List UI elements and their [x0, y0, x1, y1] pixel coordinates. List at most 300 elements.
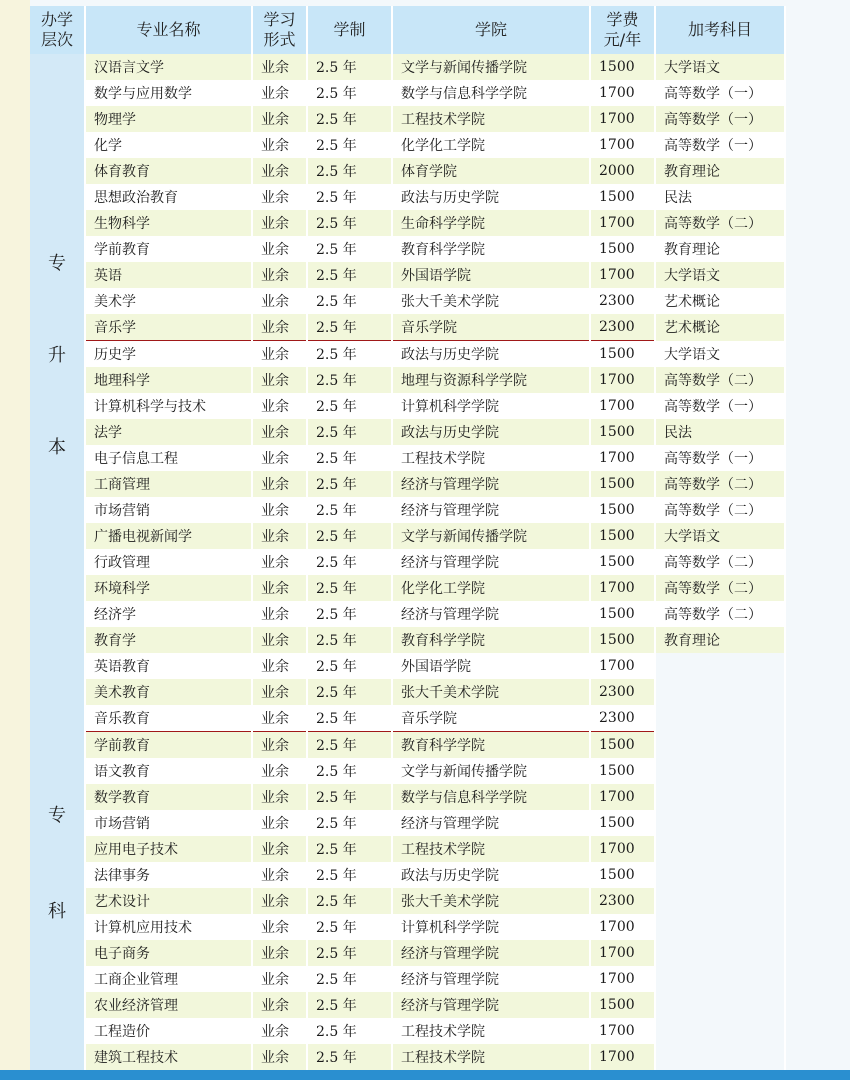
college: 政法与历史学院 — [392, 184, 590, 210]
header-duration — [307, 6, 392, 54]
extra-exam — [655, 862, 785, 888]
table-row — [30, 1018, 785, 1044]
tuition: 1500 — [590, 523, 655, 549]
study-form: 业余 — [252, 653, 307, 679]
tuition: 1700 — [590, 966, 655, 992]
college: 工程技术学院 — [392, 445, 590, 471]
extra-exam — [655, 784, 785, 810]
extra-exam: 高等数学（一） — [655, 445, 785, 471]
tuition: 1500 — [590, 549, 655, 575]
duration: 2.5 年 — [307, 1044, 392, 1070]
header-college — [392, 6, 590, 54]
major-name: 学前教育 — [85, 732, 252, 759]
tuition: 1500 — [590, 758, 655, 784]
tuition: 1700 — [590, 367, 655, 393]
tuition: 1500 — [590, 471, 655, 497]
table-row — [30, 393, 785, 419]
major-name: 法律事务 — [85, 862, 252, 888]
tuition: 1500 — [590, 601, 655, 627]
major-name: 艺术设计 — [85, 888, 252, 914]
tuition: 1700 — [590, 210, 655, 236]
table-row — [30, 341, 785, 368]
duration: 2.5 年 — [307, 627, 392, 653]
college: 经济与管理学院 — [392, 497, 590, 523]
study-form: 业余 — [252, 184, 307, 210]
header-text: 层次 — [40, 30, 73, 49]
table-row — [30, 158, 785, 184]
duration: 2.5 年 — [307, 705, 392, 732]
duration: 2.5 年 — [307, 784, 392, 810]
duration: 2.5 年 — [307, 575, 392, 601]
major-name: 工商管理 — [85, 471, 252, 497]
college: 化学化工学院 — [392, 575, 590, 601]
study-form: 业余 — [252, 341, 307, 368]
header-text: 学习 — [263, 10, 296, 29]
major-name: 英语教育 — [85, 653, 252, 679]
table-row — [30, 810, 785, 836]
tuition: 1500 — [590, 184, 655, 210]
tuition: 1500 — [590, 341, 655, 368]
college: 生命科学学院 — [392, 210, 590, 236]
college: 数学与信息科学学院 — [392, 80, 590, 106]
study-form: 业余 — [252, 549, 307, 575]
tuition: 1700 — [590, 575, 655, 601]
tuition: 1500 — [590, 862, 655, 888]
study-form: 业余 — [252, 705, 307, 732]
major-name: 建筑工程技术 — [85, 1044, 252, 1070]
major-name: 历史学 — [85, 341, 252, 368]
extra-exam — [655, 810, 785, 836]
header-text: 专业名称 — [136, 20, 201, 39]
major-name: 工程造价 — [85, 1018, 252, 1044]
table-row — [30, 966, 785, 992]
extra-exam: 教育理论 — [655, 236, 785, 262]
tuition: 1500 — [590, 419, 655, 445]
extra-exam — [655, 653, 785, 679]
table-row — [30, 888, 785, 914]
major-name: 化学 — [85, 132, 252, 158]
table-row — [30, 914, 785, 940]
college: 工程技术学院 — [392, 1044, 590, 1070]
study-form: 业余 — [252, 627, 307, 653]
study-form: 业余 — [252, 732, 307, 759]
tuition: 2300 — [590, 705, 655, 732]
extra-exam: 大学语文 — [655, 341, 785, 368]
study-form: 业余 — [252, 367, 307, 393]
study-form: 业余 — [252, 575, 307, 601]
extra-exam: 高等数学（一） — [655, 80, 785, 106]
major-name: 生物科学 — [85, 210, 252, 236]
header-major — [85, 6, 252, 54]
extra-exam: 大学语文 — [655, 523, 785, 549]
study-form: 业余 — [252, 132, 307, 158]
study-form: 业余 — [252, 888, 307, 914]
extra-exam: 教育理论 — [655, 158, 785, 184]
college: 外国语学院 — [392, 653, 590, 679]
tuition: 1700 — [590, 784, 655, 810]
college: 工程技术学院 — [392, 1018, 590, 1044]
study-form: 业余 — [252, 262, 307, 288]
tuition: 1500 — [590, 810, 655, 836]
college: 经济与管理学院 — [392, 966, 590, 992]
level-cell-upgrade — [30, 54, 85, 653]
table-row — [30, 862, 785, 888]
duration: 2.5 年 — [307, 288, 392, 314]
duration: 2.5 年 — [307, 471, 392, 497]
header-text: 形式 — [263, 30, 296, 49]
major-name: 电子信息工程 — [85, 445, 252, 471]
major-name: 汉语言文学 — [85, 54, 252, 80]
duration: 2.5 年 — [307, 888, 392, 914]
table-row — [30, 1044, 785, 1070]
study-form: 业余 — [252, 445, 307, 471]
extra-exam — [655, 1044, 785, 1070]
header-text: 加考科目 — [687, 20, 752, 39]
major-name: 音乐学 — [85, 314, 252, 341]
major-name: 教育学 — [85, 627, 252, 653]
duration: 2.5 年 — [307, 262, 392, 288]
table-row — [30, 705, 785, 732]
table-row — [30, 54, 785, 80]
college: 经济与管理学院 — [392, 471, 590, 497]
table-row — [30, 184, 785, 210]
duration: 2.5 年 — [307, 419, 392, 445]
college: 外国语学院 — [392, 262, 590, 288]
tuition: 1700 — [590, 132, 655, 158]
college: 文学与新闻传播学院 — [392, 523, 590, 549]
college: 经济与管理学院 — [392, 549, 590, 575]
table-row — [30, 836, 785, 862]
table-row — [30, 549, 785, 575]
table-row — [30, 679, 785, 705]
extra-exam: 高等数学（二） — [655, 575, 785, 601]
table-row — [30, 601, 785, 627]
level-char: 升 — [48, 344, 66, 366]
level-cell-junior-college — [30, 653, 85, 1070]
college: 体育学院 — [392, 158, 590, 184]
extra-exam: 高等数学（二） — [655, 367, 785, 393]
duration: 2.5 年 — [307, 132, 392, 158]
duration: 2.5 年 — [307, 314, 392, 341]
table-row — [30, 262, 785, 288]
extra-exam — [655, 966, 785, 992]
duration: 2.5 年 — [307, 862, 392, 888]
study-form: 业余 — [252, 992, 307, 1018]
study-form: 业余 — [252, 288, 307, 314]
table-row — [30, 419, 785, 445]
tuition: 1700 — [590, 940, 655, 966]
study-form: 业余 — [252, 210, 307, 236]
tuition: 1700 — [590, 80, 655, 106]
duration: 2.5 年 — [307, 758, 392, 784]
extra-exam: 高等数学（一） — [655, 132, 785, 158]
extra-exam — [655, 732, 785, 759]
college: 化学化工学院 — [392, 132, 590, 158]
tuition: 1700 — [590, 914, 655, 940]
study-form: 业余 — [252, 236, 307, 262]
table-row — [30, 940, 785, 966]
duration: 2.5 年 — [307, 940, 392, 966]
extra-exam — [655, 836, 785, 862]
table-row — [30, 445, 785, 471]
major-name: 物理学 — [85, 106, 252, 132]
tuition: 1700 — [590, 262, 655, 288]
extra-exam: 高等数学（一） — [655, 106, 785, 132]
duration: 2.5 年 — [307, 236, 392, 262]
college: 计算机科学学院 — [392, 393, 590, 419]
extra-exam — [655, 940, 785, 966]
header-extra-exam — [655, 6, 785, 54]
tuition: 2300 — [590, 288, 655, 314]
study-form: 业余 — [252, 1018, 307, 1044]
college: 张大千美术学院 — [392, 288, 590, 314]
major-name: 语文教育 — [85, 758, 252, 784]
table-body — [30, 54, 785, 1070]
tuition: 1500 — [590, 992, 655, 1018]
major-name: 环境科学 — [85, 575, 252, 601]
major-name: 经济学 — [85, 601, 252, 627]
tuition: 2300 — [590, 888, 655, 914]
extra-exam: 高等数学（一） — [655, 393, 785, 419]
extra-exam: 艺术概论 — [655, 288, 785, 314]
header-text: 学制 — [333, 20, 366, 39]
college: 张大千美术学院 — [392, 888, 590, 914]
table-row — [30, 992, 785, 1018]
table-row — [30, 210, 785, 236]
tuition: 1500 — [590, 236, 655, 262]
extra-exam: 高等数学（二） — [655, 497, 785, 523]
level-char: 科 — [48, 900, 66, 922]
study-form: 业余 — [252, 758, 307, 784]
duration: 2.5 年 — [307, 836, 392, 862]
study-form: 业余 — [252, 106, 307, 132]
college: 政法与历史学院 — [392, 341, 590, 368]
duration: 2.5 年 — [307, 810, 392, 836]
duration: 2.5 年 — [307, 54, 392, 80]
college: 文学与新闻传播学院 — [392, 54, 590, 80]
tuition: 1500 — [590, 497, 655, 523]
study-form: 业余 — [252, 601, 307, 627]
major-name: 计算机科学与技术 — [85, 393, 252, 419]
table-row — [30, 236, 785, 262]
college: 政法与历史学院 — [392, 419, 590, 445]
table-row — [30, 784, 785, 810]
study-form: 业余 — [252, 80, 307, 106]
study-form: 业余 — [252, 940, 307, 966]
table-row — [30, 575, 785, 601]
table-row — [30, 106, 785, 132]
major-name: 市场营销 — [85, 810, 252, 836]
major-name: 英语 — [85, 262, 252, 288]
major-name: 市场营销 — [85, 497, 252, 523]
major-name: 数学教育 — [85, 784, 252, 810]
major-name: 计算机应用技术 — [85, 914, 252, 940]
level-char: 专 — [48, 252, 66, 274]
tuition: 1500 — [590, 732, 655, 759]
tuition: 1700 — [590, 1018, 655, 1044]
major-name: 思想政治教育 — [85, 184, 252, 210]
tuition: 2000 — [590, 158, 655, 184]
study-form: 业余 — [252, 523, 307, 549]
duration: 2.5 年 — [307, 393, 392, 419]
major-name: 工商企业管理 — [85, 966, 252, 992]
bottom-bar — [0, 1070, 850, 1080]
extra-exam: 教育理论 — [655, 627, 785, 653]
majors-table — [30, 6, 786, 1070]
left-margin-strip — [0, 0, 30, 1080]
extra-exam — [655, 705, 785, 732]
duration: 2.5 年 — [307, 445, 392, 471]
college: 教育科学学院 — [392, 236, 590, 262]
tuition: 1700 — [590, 393, 655, 419]
duration: 2.5 年 — [307, 158, 392, 184]
extra-exam — [655, 888, 785, 914]
table-row — [30, 523, 785, 549]
study-form: 业余 — [252, 314, 307, 341]
duration: 2.5 年 — [307, 732, 392, 759]
duration: 2.5 年 — [307, 184, 392, 210]
tuition: 1500 — [590, 627, 655, 653]
extra-exam: 大学语文 — [655, 54, 785, 80]
header-study-form — [252, 6, 307, 54]
study-form: 业余 — [252, 914, 307, 940]
major-name: 地理科学 — [85, 367, 252, 393]
college: 工程技术学院 — [392, 106, 590, 132]
table-row — [30, 132, 785, 158]
header-text: 办学 — [40, 10, 73, 29]
college: 音乐学院 — [392, 705, 590, 732]
extra-exam: 艺术概论 — [655, 314, 785, 341]
major-name: 美术教育 — [85, 679, 252, 705]
level-char: 专 — [48, 804, 66, 826]
extra-exam: 高等数学（二） — [655, 471, 785, 497]
duration: 2.5 年 — [307, 549, 392, 575]
table-row — [30, 732, 785, 759]
duration: 2.5 年 — [307, 653, 392, 679]
tuition: 1700 — [590, 106, 655, 132]
extra-exam — [655, 758, 785, 784]
study-form: 业余 — [252, 679, 307, 705]
tuition: 2300 — [590, 314, 655, 341]
major-name: 学前教育 — [85, 236, 252, 262]
major-name: 广播电视新闻学 — [85, 523, 252, 549]
tuition: 1700 — [590, 653, 655, 679]
tuition: 1700 — [590, 836, 655, 862]
college: 经济与管理学院 — [392, 601, 590, 627]
tuition: 1500 — [590, 54, 655, 80]
major-name: 体育教育 — [85, 158, 252, 184]
college: 教育科学学院 — [392, 732, 590, 759]
table-row — [30, 497, 785, 523]
table-row — [30, 758, 785, 784]
college: 张大千美术学院 — [392, 679, 590, 705]
duration: 2.5 年 — [307, 210, 392, 236]
college: 经济与管理学院 — [392, 810, 590, 836]
major-name: 农业经济管理 — [85, 992, 252, 1018]
major-name: 音乐教育 — [85, 705, 252, 732]
duration: 2.5 年 — [307, 367, 392, 393]
college: 经济与管理学院 — [392, 992, 590, 1018]
college: 教育科学学院 — [392, 627, 590, 653]
study-form: 业余 — [252, 810, 307, 836]
major-name: 应用电子技术 — [85, 836, 252, 862]
major-name: 数学与应用数学 — [85, 80, 252, 106]
header-tuition — [590, 6, 655, 54]
extra-exam — [655, 992, 785, 1018]
header-text: 元/年 — [603, 30, 642, 49]
tuition: 1700 — [590, 1044, 655, 1070]
college: 地理与资源科学学院 — [392, 367, 590, 393]
duration: 2.5 年 — [307, 106, 392, 132]
major-name: 电子商务 — [85, 940, 252, 966]
study-form: 业余 — [252, 471, 307, 497]
college: 文学与新闻传播学院 — [392, 758, 590, 784]
table-row — [30, 471, 785, 497]
study-form: 业余 — [252, 966, 307, 992]
study-form: 业余 — [252, 862, 307, 888]
extra-exam: 高等数学（二） — [655, 549, 785, 575]
college: 计算机科学学院 — [392, 914, 590, 940]
duration: 2.5 年 — [307, 914, 392, 940]
duration: 2.5 年 — [307, 497, 392, 523]
college: 数学与信息科学学院 — [392, 784, 590, 810]
tuition: 2300 — [590, 679, 655, 705]
header-text: 学费 — [606, 10, 639, 29]
college: 工程技术学院 — [392, 836, 590, 862]
extra-exam: 高等数学（二） — [655, 210, 785, 236]
extra-exam: 民法 — [655, 419, 785, 445]
college: 音乐学院 — [392, 314, 590, 341]
major-name: 法学 — [85, 419, 252, 445]
duration: 2.5 年 — [307, 341, 392, 368]
study-form: 业余 — [252, 158, 307, 184]
table-row — [30, 367, 785, 393]
tuition: 1700 — [590, 445, 655, 471]
study-form: 业余 — [252, 784, 307, 810]
duration: 2.5 年 — [307, 80, 392, 106]
table-row — [30, 653, 785, 679]
study-form: 业余 — [252, 54, 307, 80]
study-form: 业余 — [252, 393, 307, 419]
college: 政法与历史学院 — [392, 862, 590, 888]
duration: 2.5 年 — [307, 992, 392, 1018]
table-row — [30, 288, 785, 314]
header-text: 学院 — [474, 20, 507, 39]
duration: 2.5 年 — [307, 601, 392, 627]
study-form: 业余 — [252, 1044, 307, 1070]
extra-exam — [655, 679, 785, 705]
duration: 2.5 年 — [307, 523, 392, 549]
duration: 2.5 年 — [307, 679, 392, 705]
table-row — [30, 80, 785, 106]
major-name: 美术学 — [85, 288, 252, 314]
college: 经济与管理学院 — [392, 940, 590, 966]
study-form: 业余 — [252, 419, 307, 445]
extra-exam: 民法 — [655, 184, 785, 210]
duration: 2.5 年 — [307, 966, 392, 992]
table-row — [30, 627, 785, 653]
extra-exam — [655, 1018, 785, 1044]
study-form: 业余 — [252, 497, 307, 523]
level-char: 本 — [48, 436, 66, 458]
study-form: 业余 — [252, 836, 307, 862]
extra-exam — [655, 914, 785, 940]
extra-exam: 大学语文 — [655, 262, 785, 288]
table-row — [30, 314, 785, 341]
major-name: 行政管理 — [85, 549, 252, 575]
table-header-row — [30, 6, 785, 54]
extra-exam: 高等数学（二） — [655, 601, 785, 627]
